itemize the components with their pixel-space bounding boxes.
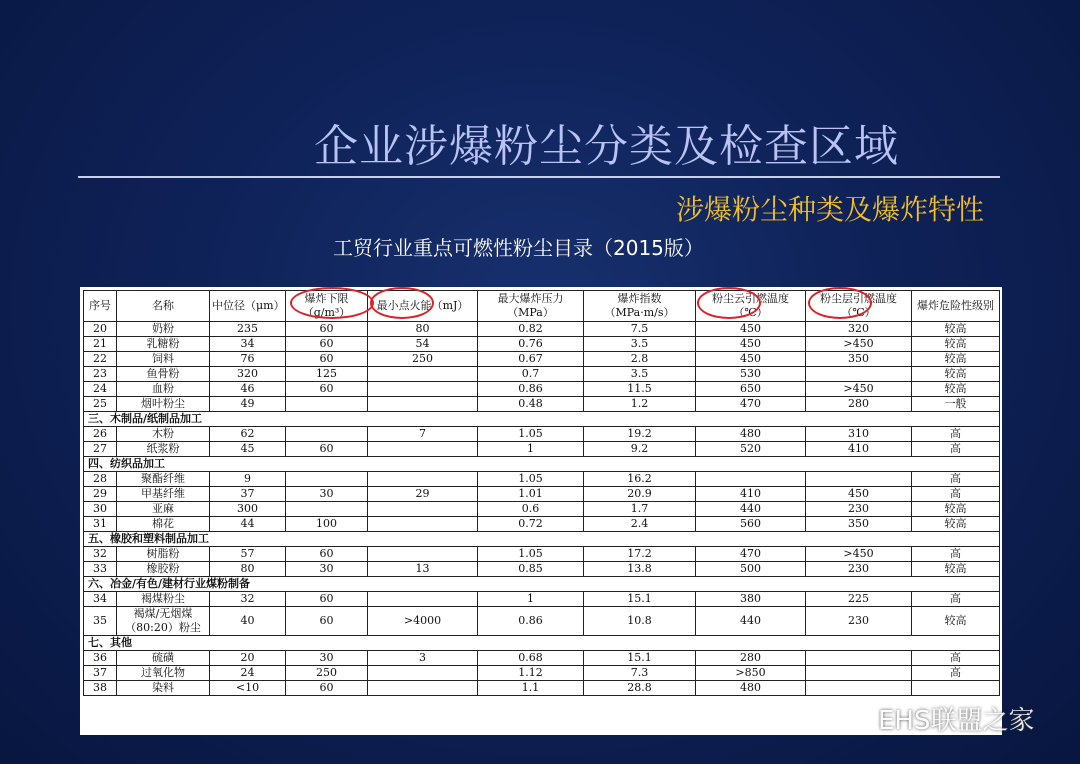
header-cell: 序号 (84, 291, 117, 322)
table-cell: 7 (368, 427, 478, 442)
table-cell: 60 (286, 442, 368, 457)
table-cell: 聚酯纤维 (117, 472, 210, 487)
table-cell: 60 (286, 607, 368, 636)
table-cell: 57 (210, 547, 286, 562)
table-cell: 24 (210, 666, 286, 681)
table-cell: 橡胶粉 (117, 562, 210, 577)
table-cell: 0.86 (478, 607, 584, 636)
table-cell: 较高 (912, 337, 1000, 352)
table-cell: 较高 (912, 367, 1000, 382)
table-cell: 棉花 (117, 517, 210, 532)
table-cell: 0.67 (478, 352, 584, 367)
table-cell: 高 (912, 547, 1000, 562)
table-cell: >450 (806, 547, 912, 562)
table-cell: 高 (912, 592, 1000, 607)
table-cell (696, 472, 806, 487)
table-cell: 76 (210, 352, 286, 367)
section-heading: 七、其他 (84, 636, 1000, 651)
table-row (84, 442, 1000, 457)
table-row (84, 517, 1000, 532)
table-cell: 16.2 (584, 472, 696, 487)
table-cell: 20.9 (584, 487, 696, 502)
table-cell: 7.3 (584, 666, 696, 681)
table-cell: 25 (84, 397, 117, 412)
header-cell: 爆炸指数（MPa·m/s） (584, 291, 696, 322)
table-cell: 230 (806, 607, 912, 636)
highlight-circle (290, 287, 374, 319)
table-cell: 1.05 (478, 427, 584, 442)
table-cell: 280 (696, 651, 806, 666)
table-cell: 125 (286, 367, 368, 382)
table-cell: 较高 (912, 352, 1000, 367)
table-cell: 0.86 (478, 382, 584, 397)
highlight-circle (808, 287, 872, 319)
table-row (84, 397, 1000, 412)
table-cell (368, 547, 478, 562)
table-cell: 烟叶粉尘 (117, 397, 210, 412)
dust-catalog-table (83, 290, 1000, 696)
table-cell: 60 (286, 352, 368, 367)
table-cell: 29 (84, 487, 117, 502)
table-cell: 29 (368, 487, 478, 502)
table-row (84, 427, 1000, 442)
table-cell: 650 (696, 382, 806, 397)
table-cell: 410 (696, 487, 806, 502)
table-cell: 较高 (912, 562, 1000, 577)
table-cell: 100 (286, 517, 368, 532)
table-cell: 410 (806, 442, 912, 457)
table-cell: 10.8 (584, 607, 696, 636)
table-cell: 15.1 (584, 592, 696, 607)
table-cell: 高 (912, 651, 1000, 666)
table-cell (368, 382, 478, 397)
table-cell (806, 367, 912, 382)
table-row (84, 502, 1000, 517)
table-cell: 500 (696, 562, 806, 577)
table-cell: 0.82 (478, 322, 584, 337)
table-cell: 0.72 (478, 517, 584, 532)
table-cell: 49 (210, 397, 286, 412)
table-cell: 23 (84, 367, 117, 382)
table-cell: 染料 (117, 681, 210, 696)
table-cell: 褐煤粉尘 (117, 592, 210, 607)
header-cell: 最大爆炸压力（MPa） (478, 291, 584, 322)
section-heading: 三、木制品/纸制品加工 (84, 412, 1000, 427)
table-cell: 31 (84, 517, 117, 532)
table-cell (368, 442, 478, 457)
table-cell: 280 (806, 397, 912, 412)
table-cell: 60 (286, 681, 368, 696)
table-cell: 450 (696, 322, 806, 337)
section-heading: 四、纺织品加工 (84, 457, 1000, 472)
table-cell: 一般 (912, 397, 1000, 412)
table-cell: 0.6 (478, 502, 584, 517)
table-cell: 1 (478, 442, 584, 457)
watermark (842, 700, 1034, 737)
table-cell: 鱼骨粉 (117, 367, 210, 382)
header-cell: 粉尘层引燃温度（℃） (806, 291, 912, 322)
table-cell: 高 (912, 487, 1000, 502)
table-cell: 235 (210, 322, 286, 337)
table-row (84, 322, 1000, 337)
table-cell: 34 (210, 337, 286, 352)
table-row (84, 681, 1000, 696)
table-cell: 250 (286, 666, 368, 681)
table-cell: 54 (368, 337, 478, 352)
table-cell: 13.8 (584, 562, 696, 577)
table-cell: 320 (806, 322, 912, 337)
table-cell: 较高 (912, 517, 1000, 532)
header-cell: 爆炸下限（g/m³） (286, 291, 368, 322)
table-cell: 饲料 (117, 352, 210, 367)
table-cell: 较高 (912, 607, 1000, 636)
table-cell: 520 (696, 442, 806, 457)
table-cell: 0.76 (478, 337, 584, 352)
table-row (84, 472, 1000, 487)
header-cell: 最小点火能（mJ） (368, 291, 478, 322)
table-cell: 230 (806, 502, 912, 517)
table-cell: 0.48 (478, 397, 584, 412)
table-cell (806, 472, 912, 487)
table-cell: 80 (368, 322, 478, 337)
table-cell: 17.2 (584, 547, 696, 562)
table-cell (806, 651, 912, 666)
table-cell (368, 592, 478, 607)
table-cell: 20 (84, 322, 117, 337)
table-row (84, 607, 1000, 636)
table-cell: 2.8 (584, 352, 696, 367)
table-cell: 44 (210, 517, 286, 532)
table-cell (368, 681, 478, 696)
table-cell: 380 (696, 592, 806, 607)
table-cell: 1.1 (478, 681, 584, 696)
table-cell: 亚麻 (117, 502, 210, 517)
table-cell: 1.2 (584, 397, 696, 412)
table-cell: 80 (210, 562, 286, 577)
table-cell: 34 (84, 592, 117, 607)
table-cell: 60 (286, 547, 368, 562)
table-cell (368, 517, 478, 532)
highlight-circle (370, 287, 434, 319)
table-cell (286, 502, 368, 517)
table-cell: 1.7 (584, 502, 696, 517)
header-cell: 中位径（μm） (210, 291, 286, 322)
table-cell: 530 (696, 367, 806, 382)
table-cell: 350 (806, 352, 912, 367)
table-cell: 30 (84, 502, 117, 517)
table-cell: 2.4 (584, 517, 696, 532)
table-cell: 30 (286, 487, 368, 502)
table-cell: 36 (84, 651, 117, 666)
table-cell (368, 666, 478, 681)
table-body (84, 322, 1000, 696)
table-cell (368, 367, 478, 382)
table-row (84, 592, 1000, 607)
table-cell: 1.05 (478, 472, 584, 487)
table-cell: 血粉 (117, 382, 210, 397)
table-cell: 30 (286, 651, 368, 666)
table-cell (368, 502, 478, 517)
table-cell: 高 (912, 427, 1000, 442)
table-cell: 440 (696, 607, 806, 636)
table-cell: 乳糖粉 (117, 337, 210, 352)
wechat-icon (842, 711, 872, 733)
table-row (84, 367, 1000, 382)
highlight-circle (697, 287, 761, 319)
table-row (84, 487, 1000, 502)
table-cell (806, 681, 912, 696)
table-cell: 37 (84, 666, 117, 681)
table-cell: 1.12 (478, 666, 584, 681)
table-cell: 0.85 (478, 562, 584, 577)
table-cell: 19.2 (584, 427, 696, 442)
table-cell: 60 (286, 382, 368, 397)
table-cell: 300 (210, 502, 286, 517)
table-row (84, 547, 1000, 562)
table-cell: 高 (912, 472, 1000, 487)
table-cell: 甲基纤维 (117, 487, 210, 502)
table-cell: 60 (286, 322, 368, 337)
table-cell: 1.01 (478, 487, 584, 502)
table-cell: 13 (368, 562, 478, 577)
table-cell: 9 (210, 472, 286, 487)
table-cell: 470 (696, 397, 806, 412)
table-row (84, 651, 1000, 666)
table-cell: 350 (806, 517, 912, 532)
table-cell: 60 (286, 592, 368, 607)
table-cell: >450 (806, 337, 912, 352)
table-cell (368, 472, 478, 487)
table-cell: 440 (696, 502, 806, 517)
table-cell: 纸浆粉 (117, 442, 210, 457)
header-cell: 粉尘云引燃温度（℃） (696, 291, 806, 322)
table-cell: 450 (696, 352, 806, 367)
table-cell: 470 (696, 547, 806, 562)
table-row (84, 666, 1000, 681)
table-cell: 硫磺 (117, 651, 210, 666)
table-cell: 木粉 (117, 427, 210, 442)
table-cell: 1 (478, 592, 584, 607)
table-cell: 较高 (912, 322, 1000, 337)
table-cell: 奶粉 (117, 322, 210, 337)
table-cell: 230 (806, 562, 912, 577)
table-row (84, 337, 1000, 352)
table-cell: 较高 (912, 382, 1000, 397)
table-cell: 7.5 (584, 322, 696, 337)
table-cell: 38 (84, 681, 117, 696)
table-cell: 过氧化物 (117, 666, 210, 681)
title-divider (78, 176, 1000, 178)
table-cell: 27 (84, 442, 117, 457)
section-row (84, 532, 1000, 547)
header-cell: 名称 (117, 291, 210, 322)
section-row (84, 577, 1000, 592)
table-cell: 0.68 (478, 651, 584, 666)
table-cell: 225 (806, 592, 912, 607)
table-cell (368, 397, 478, 412)
section-row (84, 636, 1000, 651)
table-cell: 1.05 (478, 547, 584, 562)
section-row (84, 457, 1000, 472)
table-cell: 20 (210, 651, 286, 666)
table-cell: 22 (84, 352, 117, 367)
table-cell: 3 (368, 651, 478, 666)
table-cell: 3.5 (584, 367, 696, 382)
table-cell (286, 427, 368, 442)
table-cell: 45 (210, 442, 286, 457)
section-row (84, 412, 1000, 427)
table-cell: 28 (84, 472, 117, 487)
table-cell: 褐煤/无烟煤（80:20）粉尘 (117, 607, 210, 636)
slide-title: 企业涉爆粉尘分类及检查区域 (314, 121, 899, 172)
table-cell: 28.8 (584, 681, 696, 696)
table-cell: 24 (84, 382, 117, 397)
table-cell: 40 (210, 607, 286, 636)
header-cell: 爆炸危险性级别 (912, 291, 1000, 322)
table-cell: 32 (84, 547, 117, 562)
table-cell: 480 (696, 427, 806, 442)
table-cell: 450 (806, 487, 912, 502)
table-row (84, 382, 1000, 397)
table-cell: 0.7 (478, 367, 584, 382)
table-cell: 35 (84, 607, 117, 636)
table-cell: 46 (210, 382, 286, 397)
table-cell: 高 (912, 666, 1000, 681)
table-cell: 310 (806, 427, 912, 442)
table-cell: 32 (210, 592, 286, 607)
table-cell: 33 (84, 562, 117, 577)
slide-subtitle: 涉爆粉尘种类及爆炸特性 (675, 193, 984, 226)
table-cell: 560 (696, 517, 806, 532)
table-cell (912, 681, 1000, 696)
table-cell: >450 (806, 382, 912, 397)
table-cell: 62 (210, 427, 286, 442)
table-cell: <10 (210, 681, 286, 696)
table-cell: 21 (84, 337, 117, 352)
table-cell: 15.1 (584, 651, 696, 666)
table-cell: 26 (84, 427, 117, 442)
table-cell: 250 (368, 352, 478, 367)
table-cell (286, 472, 368, 487)
table-cell: 30 (286, 562, 368, 577)
section-heading: 五、橡胶和塑料制品加工 (84, 532, 1000, 547)
table-row (84, 562, 1000, 577)
dust-catalog-table-container (80, 287, 1002, 735)
table-cell: >850 (696, 666, 806, 681)
table-cell: 320 (210, 367, 286, 382)
table-cell: 480 (696, 681, 806, 696)
table-cell: 树脂粉 (117, 547, 210, 562)
table-cell: 60 (286, 337, 368, 352)
table-cell: 37 (210, 487, 286, 502)
table-cell: 9.2 (584, 442, 696, 457)
table-cell: >4000 (368, 607, 478, 636)
table-cell: 450 (696, 337, 806, 352)
table-caption: 工贸行业重点可燃性粉尘目录（2015版） (333, 236, 704, 260)
section-heading: 六、冶金/有色/建材行业煤粉制备 (84, 577, 1000, 592)
table-cell: 高 (912, 442, 1000, 457)
table-cell (806, 666, 912, 681)
table-cell: 11.5 (584, 382, 696, 397)
table-row (84, 352, 1000, 367)
table-cell (286, 397, 368, 412)
watermark-text: EHS联盟之家 (878, 706, 1035, 736)
table-cell: 3.5 (584, 337, 696, 352)
table-cell: 较高 (912, 502, 1000, 517)
